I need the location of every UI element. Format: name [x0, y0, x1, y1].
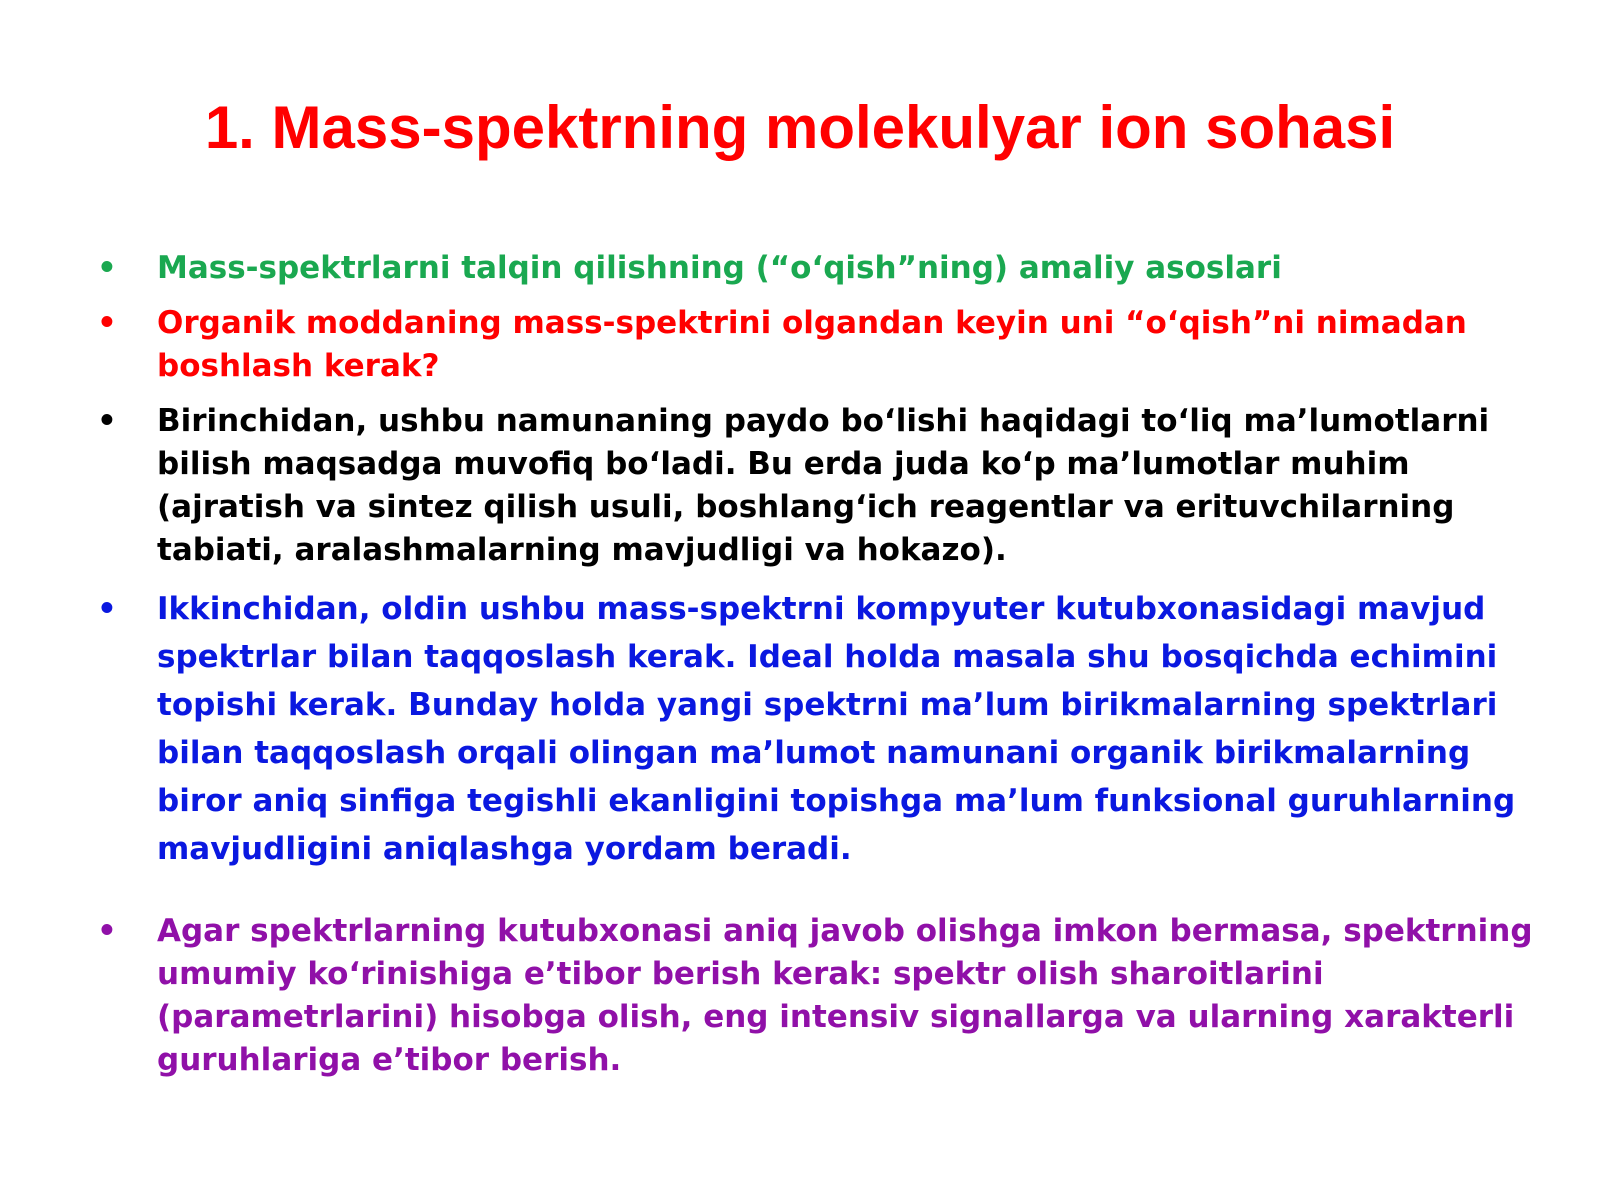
- bullet-item: [97, 585, 1537, 873]
- bullet-dot-icon: •: [97, 250, 117, 286]
- bullet-item: [97, 400, 1537, 572]
- bullet-dot-icon: •: [97, 913, 117, 949]
- bullet-dot-icon: •: [97, 403, 117, 439]
- bullet-dot-icon: •: [97, 305, 117, 341]
- bullet-text: Mass-spektrlarni talqin qilishning (“o‘qish”ning) amaliy asoslari: [157, 250, 1282, 286]
- bullet-item: [97, 302, 1537, 388]
- bullet-text: Ikkinchidan, oldin ushbu mass-spektrni kompyuter kutubxonasidagi mavjud spektrlar bilan taqqoslash kerak. Ideal holda masala shu bosqichda echimini topishi kerak. Bunday holda yangi spektrni ma’lum birikmalarning spektrlari bilan taqqoslash orqali olingan ma’lumot namunani organik birikmalarning biror aniq sinfiga tegishli ekanligini topishga ma’lum funksional guruhlarning mavjudligini aniqlashga yordam beradi.: [157, 591, 1516, 867]
- bullet-text: Organik moddaning mass-spektrini olgandan keyin uni “o‘qish”ni nimadan boshlash kerak?: [157, 305, 1467, 384]
- bullet-text: Birinchidan, ushbu namunaning paydo bo‘lishi haqidagi to‘liq ma’lumotlarni bilish maqsadga muvofiq bo‘ladi. Bu erda juda ko‘p ma’lumotlar muhim (ajratish va sintez qilish usuli, boshlang‘ich reagentlar va erituvchilarning tabiati, aralashmalarning mavjudligi va hokazo).: [157, 403, 1490, 568]
- bullet-dot-icon: •: [97, 591, 117, 627]
- slide-title: 1. Mass-spektrning molekulyar ion sohasi: [204, 94, 1396, 161]
- bullet-item: [97, 910, 1537, 1082]
- bullet-item: [97, 246, 1537, 290]
- bullet-text: Agar spektrlarning kutubxonasi aniq javob olishga imkon bermasa, spektrning umumiy ko‘rinishiga e’tibor berish kerak: spektr olish sharoitlarini (parametrlarini) hisobga olish, eng intensiv signallarga va ularning xarakterli guruhlariga e’tibor berish.: [157, 913, 1533, 1078]
